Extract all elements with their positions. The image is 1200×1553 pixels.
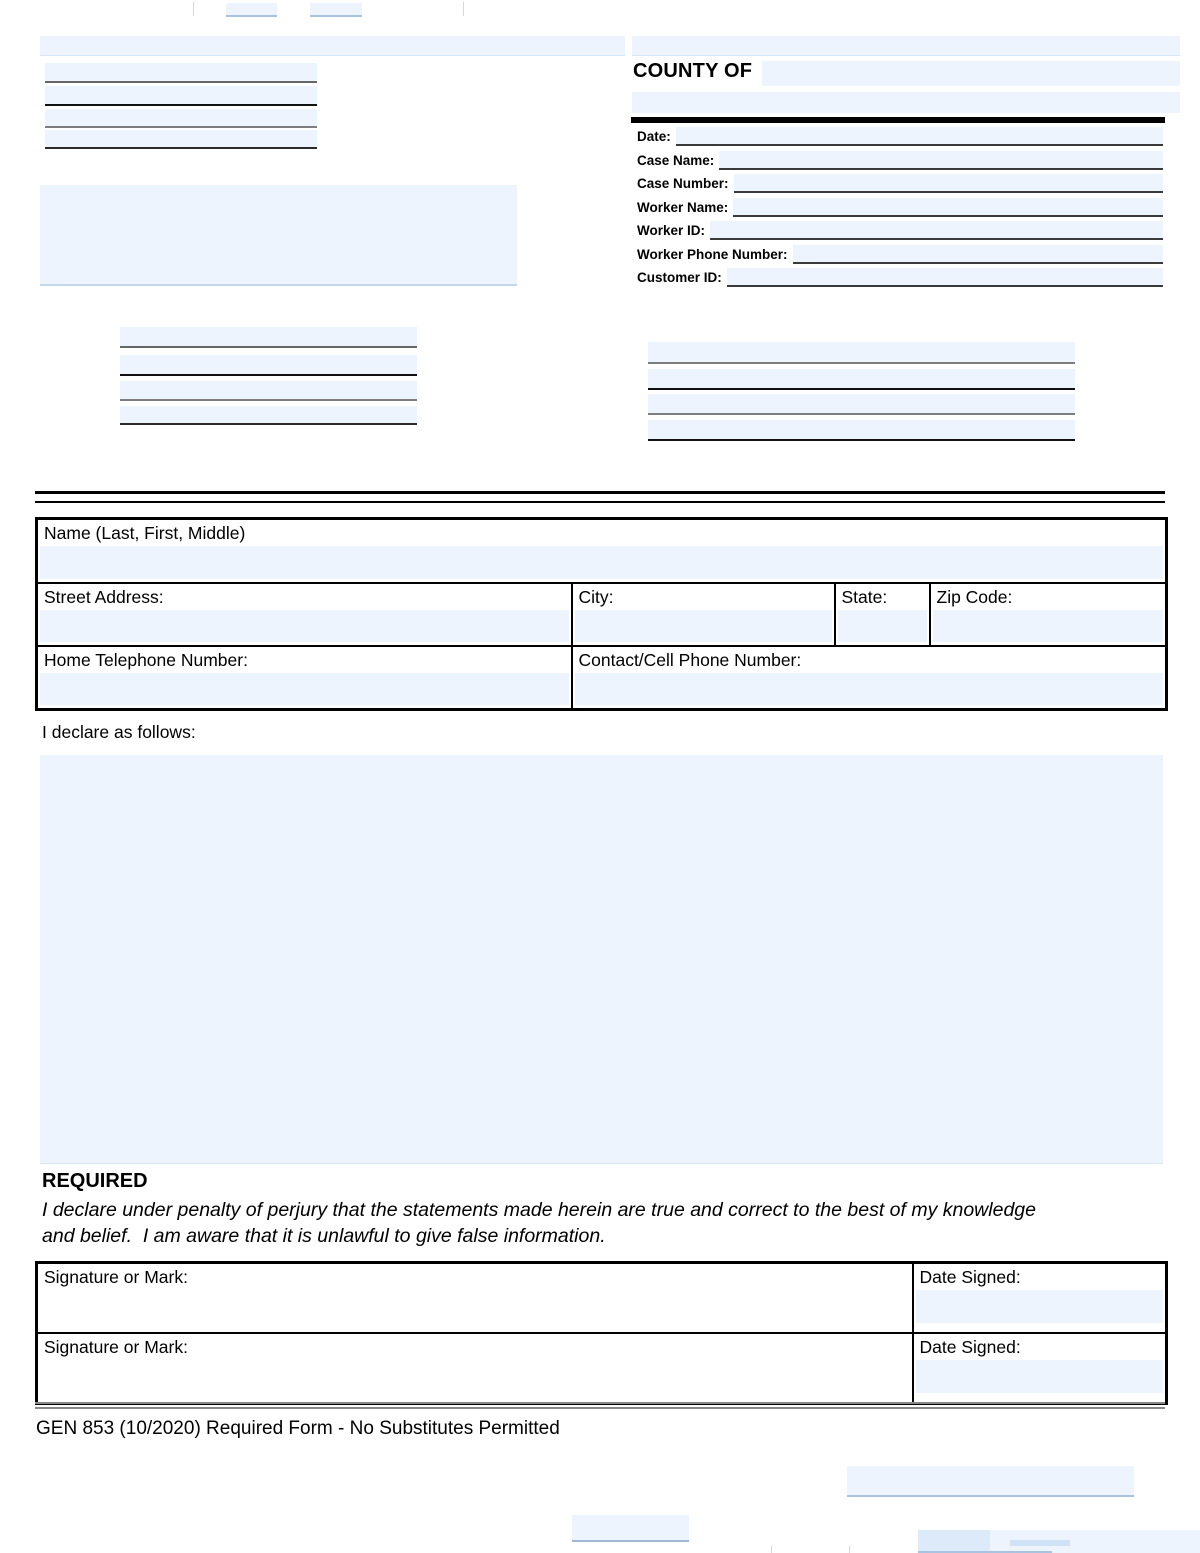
home-phone-input[interactable] (40, 673, 569, 705)
signature-area-1[interactable] (37, 1263, 913, 1334)
top-fragment-field-1[interactable] (226, 3, 277, 17)
zip-code-label: Zip Code: (936, 587, 1013, 607)
top-fragment-field-2[interactable] (310, 3, 362, 17)
county-of-label: COUNTY OF (633, 60, 753, 82)
office-field-3[interactable] (648, 394, 1075, 415)
date-signed-cell-2 (913, 1333, 1167, 1404)
footer-rule-bottom (35, 1407, 1165, 1409)
case-row-date (637, 127, 1163, 146)
case-row-customer-id (637, 268, 1163, 287)
agency-address-field-2[interactable] (45, 86, 317, 106)
case-name-input[interactable] (719, 151, 1163, 170)
agency-address-field-4[interactable] (45, 130, 317, 149)
state-input[interactable] (838, 610, 927, 642)
worker-id-label: Worker ID: (637, 223, 706, 238)
section-rule-top (35, 491, 1165, 494)
worker-phone-input[interactable] (793, 245, 1163, 264)
bottom-fragment-field-2[interactable] (572, 1515, 689, 1542)
header-bar-right[interactable] (632, 36, 1180, 56)
section-rule-bottom (35, 501, 1165, 503)
street-address-cell (37, 583, 572, 646)
recipient-address-box[interactable] (40, 185, 517, 286)
name-cell (37, 519, 1167, 584)
office-field-2[interactable] (648, 369, 1075, 390)
recipient-field-1[interactable] (120, 327, 417, 348)
city-input[interactable] (575, 610, 832, 642)
perjury-statement: I declare under penalty of perjury that the statements made herein are true and correct to the best of my knowledge and belief. I am aware that it is unlawful to give false information. (42, 1199, 1042, 1247)
top-fragment-tick-left (193, 2, 194, 16)
case-row-worker-phone (637, 245, 1163, 264)
worker-phone-label: Worker Phone Number: (637, 247, 788, 262)
date-signed-label-1: Date Signed: (919, 1267, 1021, 1287)
worker-name-label: Worker Name: (637, 200, 729, 215)
cell-phone-label: Contact/Cell Phone Number: (578, 650, 802, 670)
office-field-4[interactable] (648, 420, 1075, 441)
bottom-fragment-field-1[interactable] (847, 1466, 1134, 1497)
bottom-fragment-strip-box[interactable] (918, 1530, 990, 1553)
recipient-field-4[interactable] (120, 406, 417, 425)
date-signed-input-2[interactable] (916, 1360, 1164, 1393)
home-phone-label: Home Telephone Number: (44, 650, 248, 670)
zip-cell (930, 583, 1167, 646)
county-secondary-input[interactable] (632, 92, 1180, 113)
date-label: Date: (637, 129, 671, 144)
name-label: Name (Last, First, Middle) (44, 523, 246, 543)
declare-intro-label: I declare as follows: (42, 722, 196, 742)
recipient-field-3[interactable] (120, 381, 417, 401)
bottom-fragment-tick-2 (849, 1546, 850, 1553)
signature-label-1: Signature or Mark: (44, 1267, 188, 1287)
agency-address-field-3[interactable] (45, 109, 317, 128)
date-signed-label-2: Date Signed: (919, 1337, 1021, 1357)
case-row-worker-name (637, 198, 1163, 217)
agency-address-field-1[interactable] (45, 63, 317, 83)
customer-id-input[interactable] (727, 268, 1163, 287)
top-fragment-tick-right (463, 2, 464, 16)
case-number-label: Case Number: (637, 176, 729, 191)
case-row-case-number (637, 174, 1163, 193)
signature-table (35, 1261, 1168, 1405)
bottom-fragment-strip-bar (1010, 1540, 1070, 1546)
date-signed-input-1[interactable] (916, 1290, 1164, 1323)
bottom-fragment-strip[interactable] (918, 1530, 1200, 1553)
form-id-text: GEN 853 (10/2020) Required Form - No Substitutes Permitted (36, 1418, 560, 1439)
case-row-worker-id (637, 221, 1163, 240)
cell-phone-input[interactable] (575, 673, 1164, 705)
city-cell (572, 583, 835, 646)
contact-info-table (35, 517, 1168, 711)
street-address-input[interactable] (40, 610, 569, 642)
state-label: State: (841, 587, 888, 607)
zip-code-input[interactable] (933, 610, 1164, 642)
signature-label-2: Signature or Mark: (44, 1337, 188, 1357)
case-number-input[interactable] (734, 174, 1163, 193)
signature-area-2[interactable] (37, 1333, 913, 1404)
street-address-label: Street Address: (44, 587, 164, 607)
footer-rule-top (35, 1402, 1165, 1404)
required-heading: REQUIRED (42, 1170, 148, 1192)
case-name-label: Case Name: (637, 153, 715, 168)
worker-name-input[interactable] (733, 198, 1163, 217)
name-input[interactable] (40, 546, 1163, 579)
header-bar-left[interactable] (40, 36, 625, 56)
case-row-case-name (637, 151, 1163, 170)
office-field-1[interactable] (648, 342, 1075, 364)
recipient-field-2[interactable] (120, 355, 417, 376)
county-name-input[interactable] (762, 61, 1180, 86)
customer-id-label: Customer ID: (637, 270, 722, 285)
city-label: City: (578, 587, 614, 607)
worker-id-input[interactable] (710, 221, 1163, 240)
declaration-textarea[interactable] (40, 755, 1163, 1164)
date-signed-cell-1 (913, 1263, 1167, 1334)
state-cell (835, 583, 930, 646)
county-divider (631, 117, 1165, 123)
date-input[interactable] (676, 127, 1163, 146)
cell-phone-cell (572, 646, 1167, 710)
home-phone-cell (37, 646, 572, 710)
bottom-fragment-tick-1 (771, 1546, 772, 1553)
